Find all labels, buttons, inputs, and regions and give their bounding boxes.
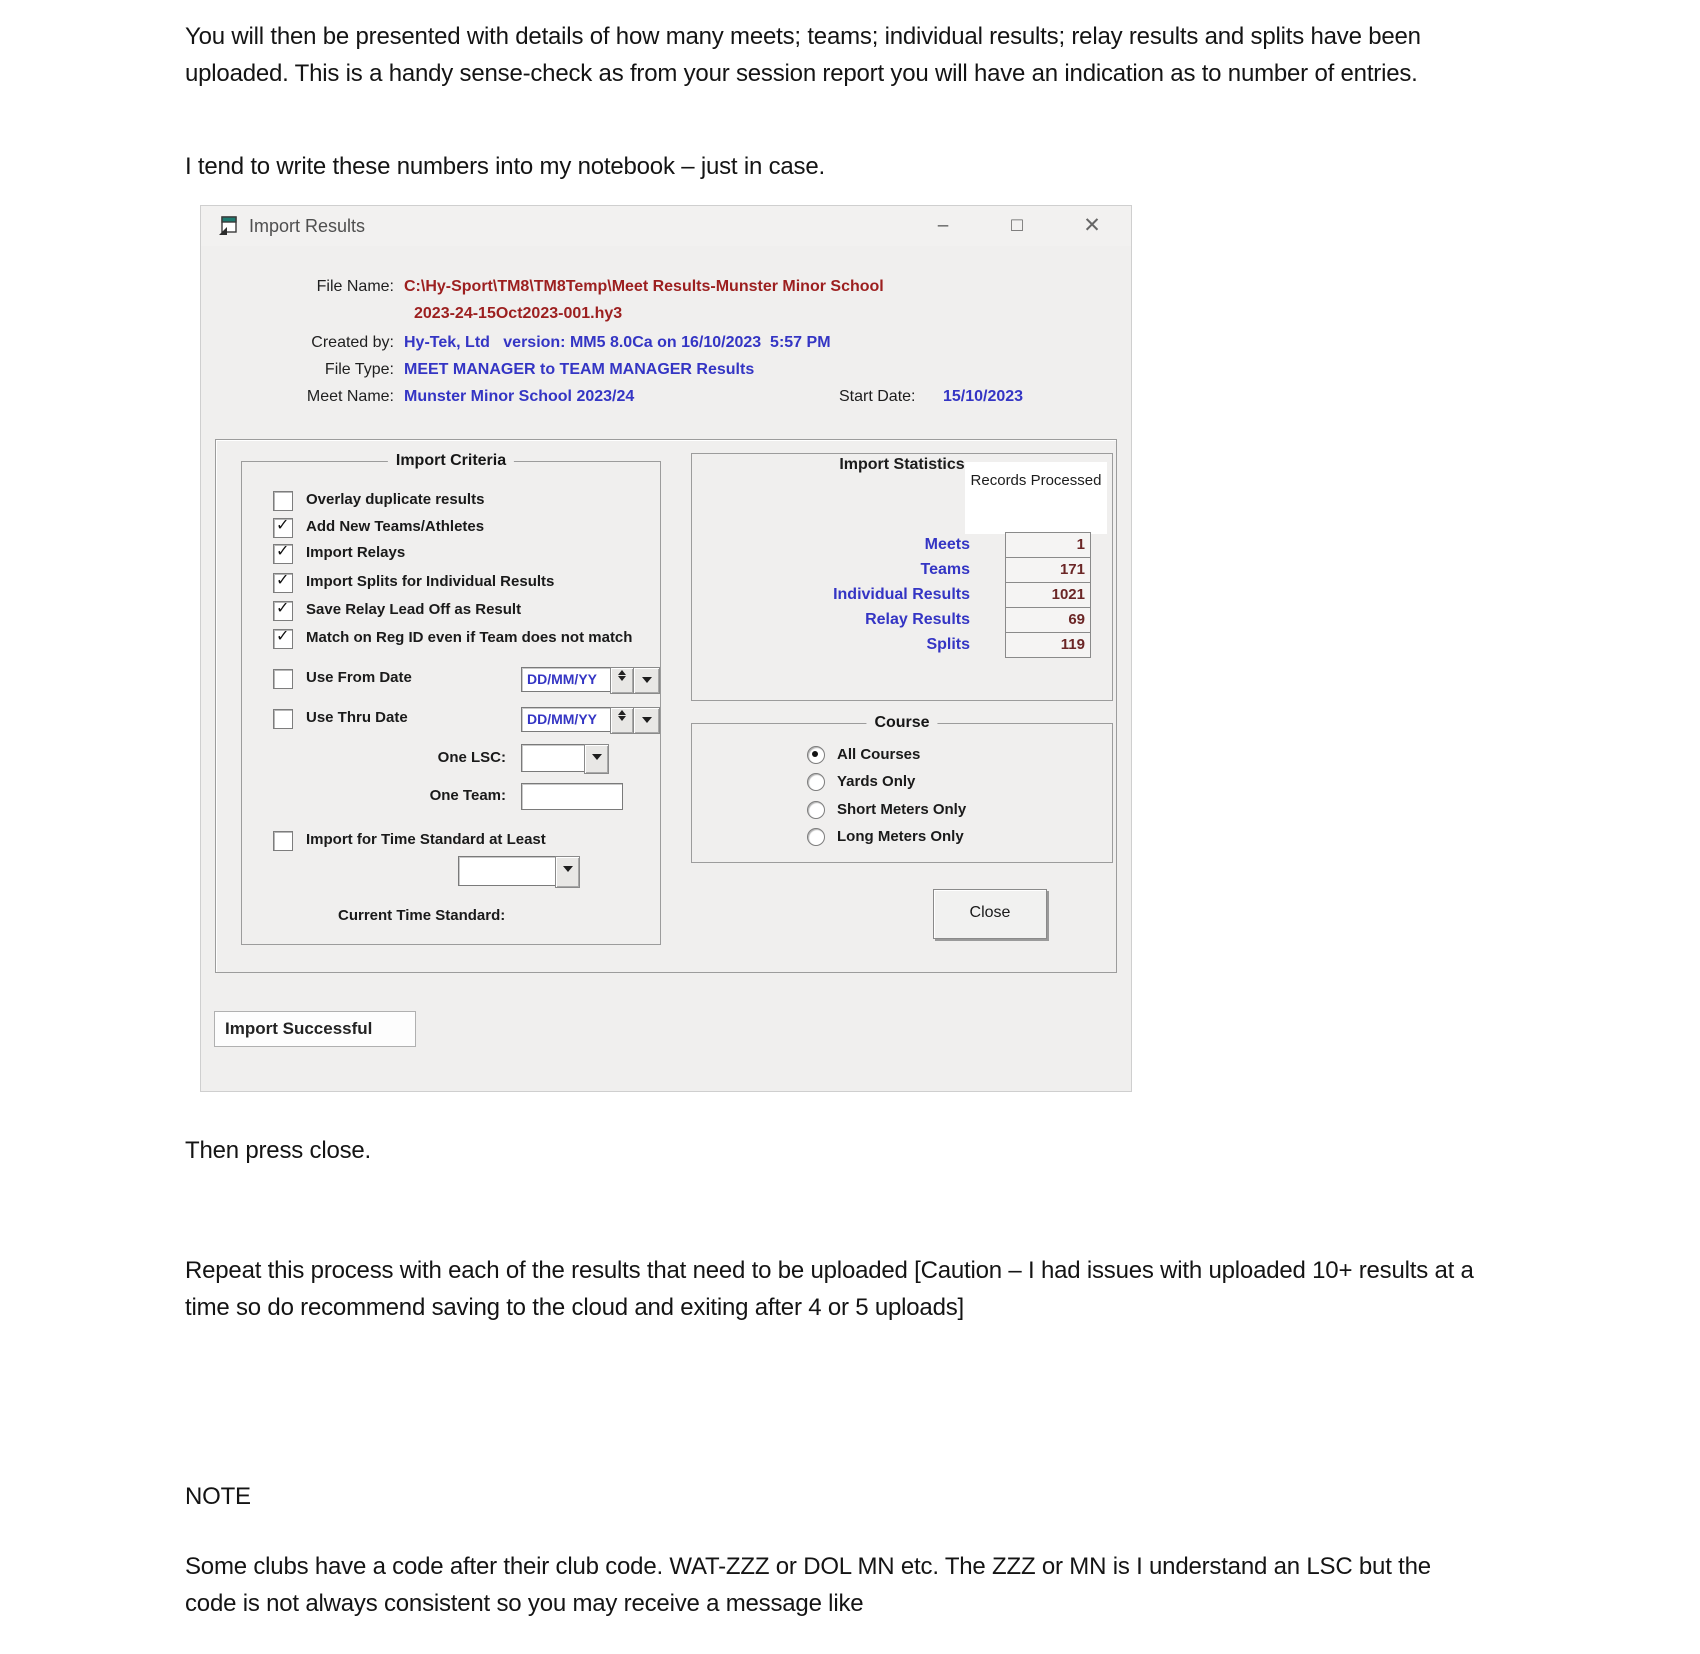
use-from-date-label: Use From Date (306, 669, 412, 686)
import-relays-label: Import Relays (306, 544, 406, 561)
match-on-reg-id-label: Match on Reg ID even if Team does not match (306, 629, 633, 646)
paragraph-intro: You will then be presented with details of how many meets; teams; individual results; relay results and splits have been uploaded. This is a handy sense-check as from your session report you will have an indication as to number of entries. (185, 23, 1421, 87)
start-date-label: Start Date: (839, 388, 916, 405)
one-team-input[interactable] (521, 783, 623, 810)
spin-up-icon[interactable] (618, 710, 626, 715)
close-window-icon[interactable]: ✕ (1083, 214, 1101, 237)
import-splits-label: Import Splits for Individual Results (306, 573, 555, 590)
one-lsc-dropdown-button[interactable] (584, 744, 609, 774)
overlay-duplicate-results-checkbox[interactable] (273, 491, 293, 511)
import-criteria-legend: Import Criteria (388, 452, 514, 470)
dialog-titlebar (201, 206, 1131, 246)
stat-splits-label: Splits (926, 636, 970, 653)
add-new-teams-athletes-checkbox[interactable] (273, 518, 293, 538)
stat-splits-value: 119 (1005, 632, 1091, 658)
file-name-value-line1: C:\Hy-Sport\TM8\TM8Temp\Meet Results-Munster Minor School (404, 278, 884, 295)
overlay-duplicate-results-label: Overlay duplicate results (306, 491, 485, 508)
match-on-reg-id-checkbox[interactable] (273, 629, 293, 649)
from-date-dropdown-button[interactable] (633, 667, 660, 694)
long-meters-only-label: Long Meters Only (837, 828, 964, 845)
time-standard-dropdown-button[interactable] (555, 856, 580, 888)
import-splits-checkbox[interactable] (273, 573, 293, 593)
use-from-date-checkbox[interactable] (273, 669, 293, 689)
yards-only-radio[interactable] (807, 773, 825, 791)
stat-individual-results-value: 1021 (1005, 582, 1091, 608)
meet-name-label: Meet Name: (306, 388, 394, 405)
spin-down-icon[interactable] (618, 676, 626, 681)
all-courses-radio[interactable] (807, 746, 825, 764)
file-type-label: File Type: (324, 361, 394, 378)
save-relay-leadoff-checkbox[interactable] (273, 601, 293, 621)
file-name-label: File Name: (316, 278, 394, 295)
thru-date-dropdown-button[interactable] (633, 707, 660, 734)
import-results-icon (217, 215, 239, 237)
file-name-value-line2: 2023-24-15Oct2023-001.hy3 (414, 305, 623, 322)
minimize-icon[interactable]: – (937, 215, 949, 236)
stat-meets-label: Meets (924, 536, 970, 553)
chevron-down-icon (563, 866, 573, 872)
records-processed-header: Records Processed (965, 462, 1107, 534)
current-time-standard-label: Current Time Standard: (338, 907, 506, 924)
chevron-down-icon (592, 754, 602, 760)
meet-name-value: Munster Minor School 2023/24 (404, 388, 635, 405)
import-statistics-title: Import Statistics (839, 456, 965, 473)
stat-relay-results-label: Relay Results (865, 611, 970, 628)
time-standard-select[interactable] (458, 856, 556, 886)
thru-date-field[interactable]: DD/MM/YY (521, 707, 616, 732)
file-type-value: MEET MANAGER to TEAM MANAGER Results (404, 361, 755, 378)
spin-down-icon[interactable] (618, 716, 626, 721)
course-legend: Course (866, 714, 937, 732)
start-date-value: 15/10/2023 (943, 388, 1024, 405)
import-statistics-groupbox (691, 453, 1113, 701)
yards-only-label: Yards Only (837, 773, 916, 790)
short-meters-only-label: Short Meters Only (837, 801, 967, 818)
one-team-label: One Team: (429, 787, 506, 804)
stat-relay-results-value: 69 (1005, 607, 1091, 633)
short-meters-only-radio[interactable] (807, 801, 825, 819)
paragraph-press-close: Then press close. (185, 1137, 372, 1164)
created-by-label: Created by: (311, 334, 394, 351)
chevron-down-icon (642, 677, 652, 683)
close-button[interactable]: Close (933, 889, 1047, 939)
paragraph-club-codes: Some clubs have a code after their club code. WAT-ZZZ or DOL MN etc. The ZZZ or MN is I understand an LSC but the code is not always consistent so you may receive a message like (185, 1553, 1431, 1617)
import-relays-checkbox[interactable] (273, 544, 293, 564)
all-courses-label: All Courses (837, 746, 921, 763)
stat-teams-label: Teams (920, 561, 970, 578)
stat-meets-value: 1 (1005, 532, 1091, 558)
chevron-down-icon (642, 717, 652, 723)
from-date-field[interactable]: DD/MM/YY (521, 667, 616, 692)
note-heading: NOTE (185, 1483, 251, 1510)
spin-up-icon[interactable] (618, 670, 626, 675)
from-date-spinner[interactable] (610, 667, 634, 694)
stat-individual-results-label: Individual Results (833, 586, 970, 603)
long-meters-only-radio[interactable] (807, 828, 825, 846)
paragraph-repeat-process: Repeat this process with each of the results that need to be uploaded [Caution – I had issues with uploaded 10+ results at a time so do recommend saving to the cloud and exiting after 4 or 5 uploads] (185, 1257, 1474, 1321)
stat-teams-value: 171 (1005, 557, 1091, 583)
use-thru-date-label: Use Thru Date (306, 709, 408, 726)
save-relay-leadoff-label: Save Relay Lead Off as Result (306, 601, 522, 618)
one-lsc-label: One LSC: (437, 749, 506, 766)
dialog-title: Import Results (249, 216, 366, 236)
status-import-successful: Import Successful (214, 1011, 416, 1047)
time-standard-checkbox[interactable] (273, 831, 293, 851)
one-lsc-select[interactable] (521, 744, 585, 772)
import-results-dialog (200, 205, 1132, 1092)
thru-date-spinner[interactable] (610, 707, 634, 734)
time-standard-label: Import for Time Standard at Least (306, 831, 546, 848)
use-thru-date-checkbox[interactable] (273, 709, 293, 729)
maximize-icon[interactable]: □ (1011, 215, 1023, 236)
paragraph-notebook: I tend to write these numbers into my notebook – just in case. (185, 153, 825, 180)
created-by-value: Hy-Tek, Ltd version: MM5 8.0Ca on 16/10/2023 5:57 PM (404, 334, 831, 351)
add-new-teams-athletes-label: Add New Teams/Athletes (306, 518, 485, 535)
course-groupbox (691, 714, 1113, 863)
